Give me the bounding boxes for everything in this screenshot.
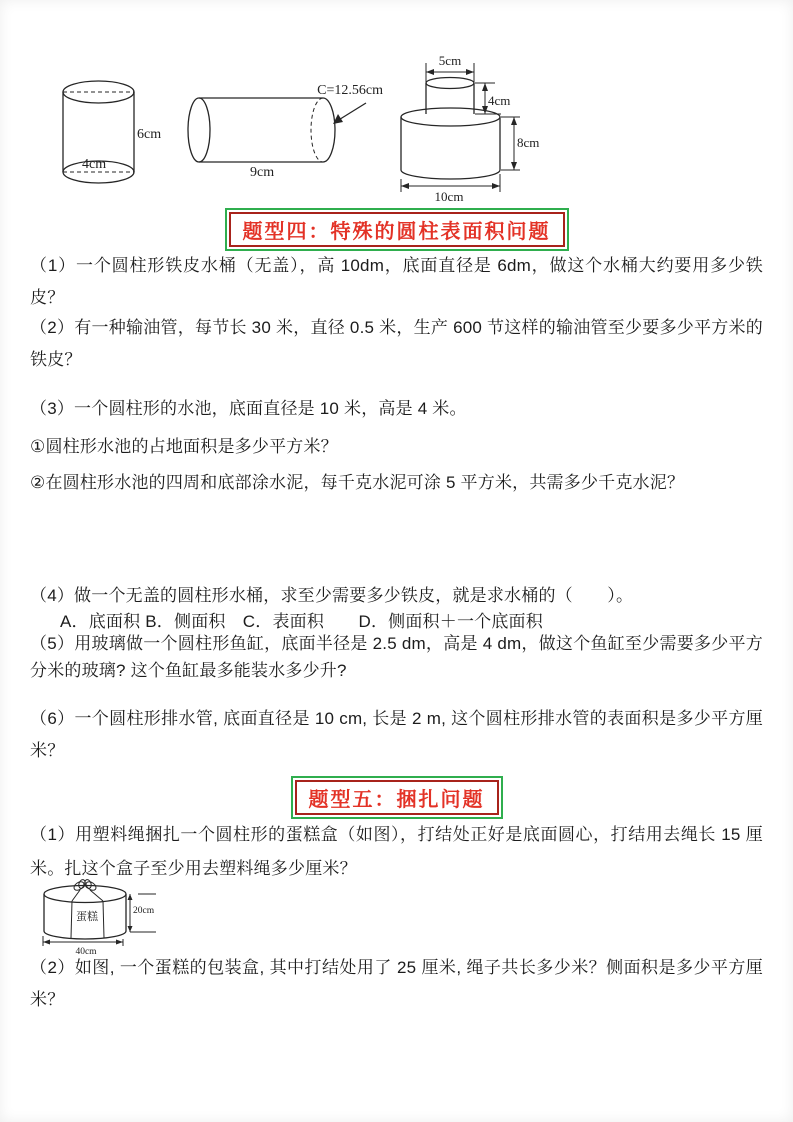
section4-header [0,208,793,251]
dim-label-top-height: 4cm [488,93,511,108]
question-5-1: （1）用塑料绳捆扎一个圆柱形的蛋糕盒（如图），打结处正好是底面圆心，打结用去绳长 15 厘米。扎这个盒子至少用去塑料绳多少厘米？ [30,825,763,878]
question-4-1: （1）一个圆柱形铁皮水桶（无盖），高 10dm，底面直径是 6dm，做这个水桶大约要用多少铁皮？ [30,256,763,307]
question-4-3: （3）一个圆柱形的水池，底面直径是 10 米，高是 4 米。 [30,399,467,418]
question-4-4: （4）做一个无盖的圆柱形水桶，求至少需要多少铁皮，就是求水桶的（ ）。 [30,586,634,605]
figure-upright-cylinder [50,76,185,211]
question-4-6: （6）一个圆柱形排水管, 底面直径是 10 cm, 长是 2 m, 这个圆柱形排水管的表面积是多少平方厘米？ [30,709,763,760]
figure-cake-box [38,879,198,957]
section4-header-box [225,208,569,251]
section5-header [0,776,793,819]
question-4-4-options: A．底面积 B．侧面积 C．表面积 D．侧面积＋一个底面积 [60,612,543,631]
figure-composite-cylinder [398,53,548,205]
dim-label-cake-diameter: 40cm [75,947,97,957]
question-4-2: （2）有一种输油管，每节长 30 米，直径 0.5 米，生产 600 节这样的输油管至少要多少平方米的铁皮？ [30,318,763,369]
section5-header-box [291,776,503,819]
question-5-2: （2）如图, 一个蛋糕的包装盒, 其中打结处用了 25 厘米, 绳子共长多少米？侧面积是多少平方厘米？ [30,958,763,1009]
dim-label-length: 9cm [250,165,275,180]
dim-label-height: 6cm [137,127,162,142]
dim-label-diameter: 4cm [82,157,107,172]
question-4-5: （5）用玻璃做一个圆柱形鱼缸，底面半径是 2.5 dm，高是 4 dm，做这个鱼缸至少需要多少平方分米的玻璃? 这个鱼缸最多能装水多少升? [30,634,763,680]
dim-label-bottom-height: 8cm [517,135,540,150]
dim-label-cake-height: 20cm [133,906,155,916]
question-4-3-sub1: ①圆柱形水池的占地面积是多少平方米？ [30,437,338,456]
dim-label-circumference: C=12.56cm [317,83,383,98]
section5-title: 题型五：捆扎问题 [295,780,499,815]
dim-label-top-diameter: 5cm [438,53,462,68]
question-4-3-sub2: ②在圆柱形水池的四周和底部涂水泥，每千克水泥可涂 5 平方米，共需多少千克水泥？ [30,473,685,492]
dim-label-bottom-diameter: 10cm [434,189,464,204]
figure-horizontal-cylinder [183,80,388,190]
cake-label: 蛋糕 [76,911,98,923]
section4-title: 题型四：特殊的圆柱表面积问题 [229,212,565,247]
